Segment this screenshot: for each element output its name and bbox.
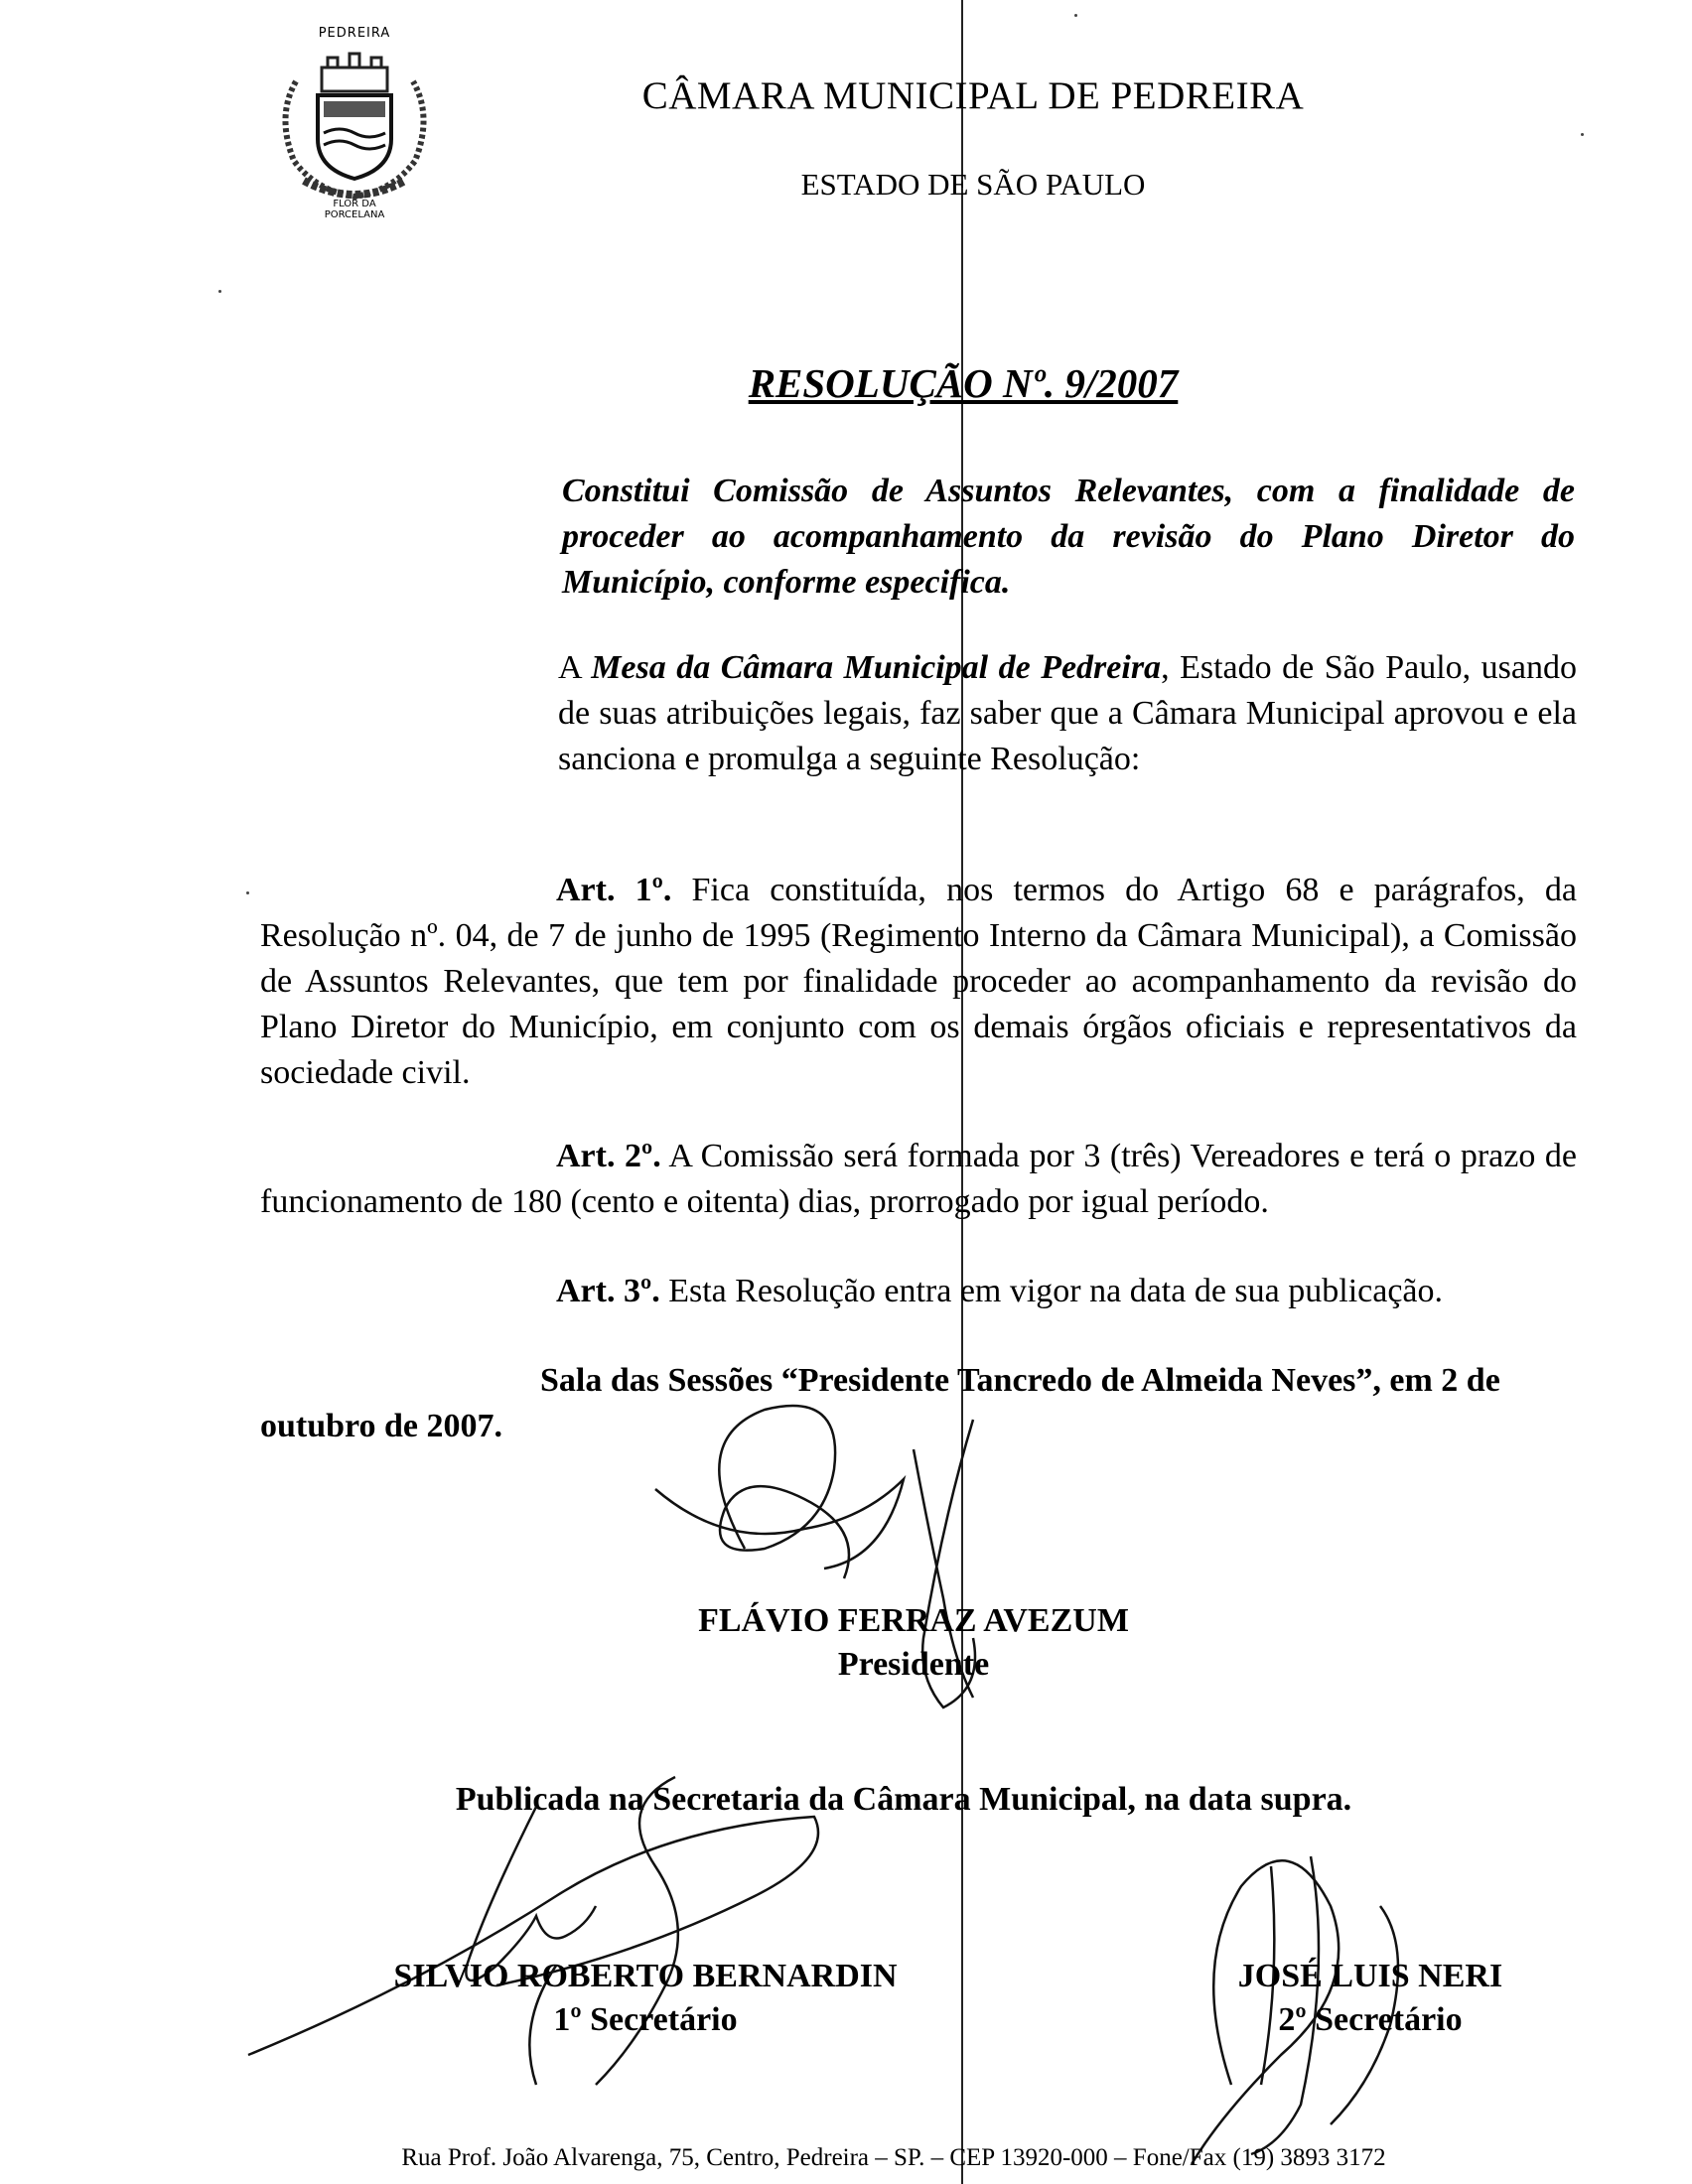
article-label: Art. 2º. (556, 1138, 661, 1174)
state-name-subheading: ESTADO DE SÃO PAULO (800, 167, 1146, 202)
council-name-heading: CÂMARA MUNICIPAL DE PEDREIRA (641, 74, 1305, 117)
second-secretary-name: JOSÉ LUIS NERI (1237, 1958, 1503, 1994)
preamble-paragraph (558, 645, 1577, 782)
first-secretary-name: SILVIO ROBERTO BERNARDIN (393, 1958, 898, 1994)
president-name: FLÁVIO FERRAZ AVEZUM (698, 1602, 1129, 1639)
article-text: A Comissão será formada por 3 (três) Vereadores e terá o prazo de funcionamento de 180 (cento e oitenta) dias, prorrogado por igual período. (260, 1138, 1577, 1220)
article-label: Art. 3º. (556, 1273, 660, 1309)
president-role: Presidente (837, 1646, 990, 1683)
preamble-prefix: A (558, 649, 592, 686)
article-1 (260, 868, 1577, 1096)
article-label: Art. 1º. (556, 872, 672, 908)
second-secretary-role: 2º Secretário (1278, 2001, 1463, 2038)
publication-note: Publicada na Secretaria da Câmara Municipal, na data supra. (455, 1781, 1352, 1818)
preamble-text: , Estado de São Paulo, usando de suas atribuições legais, faz saber que a Câmara Municipal aprovou e ela sanciona e promulga a seguinte Resolução: (558, 649, 1577, 777)
session-closing: Sala das Sessões “Presidente Tancredo de Almeida Neves”, em 2 de outubro de 2007. (260, 1362, 1500, 1444)
first-secretary-role: 1º Secretário (553, 2001, 738, 2038)
second-secretary-signature (1132, 1827, 1489, 2174)
emblem-bottom-text: FLOR DA PORCELANA (324, 199, 385, 220)
resolution-title: RESOLUÇÃO Nº. 9/2007 (748, 360, 1179, 406)
article-2 (260, 1134, 1577, 1225)
article-text: Fica constituída, nos termos do Artigo 68 e parágrafos, da Resolução nº. 04, de 7 de junho de 1995 (Regimento Interno da Câmara Municipal), a Comissão de Assuntos Relevantes, que tem por finalidade proceder ao acompanhamento da revisão do Plano Diretor do Município, em conjunto com os demais órgãos oficiais e representativos da sociedade civil. (260, 872, 1577, 1091)
preamble-emphasis: Mesa da Câmara Municipal de Pedreira (591, 649, 1162, 686)
scan-speck (1581, 133, 1584, 136)
article-text: Esta Resolução entra em vigor na data de sua publicação. (659, 1273, 1444, 1309)
footer-address: Rua Prof. João Alvarenga, 75, Centro, Pedreira – SP. – CEP 13920-000 – Fone/Fax (19) 3893 3172 (401, 2144, 1386, 2171)
scan-speck (218, 290, 221, 293)
scan-speck (1074, 14, 1077, 17)
scan-speck (246, 891, 249, 894)
municipal-coat-of-arms-icon (266, 22, 443, 230)
emblem-top-text: PEDREIRA (318, 26, 391, 41)
resolution-summary: Constitui Comissão de Assuntos Relevantes, com a finalidade de proceder ao acompanhamento da revisão do Plano Diretor do Município, conforme especifica. (562, 473, 1575, 601)
article-3 (260, 1269, 1577, 1314)
